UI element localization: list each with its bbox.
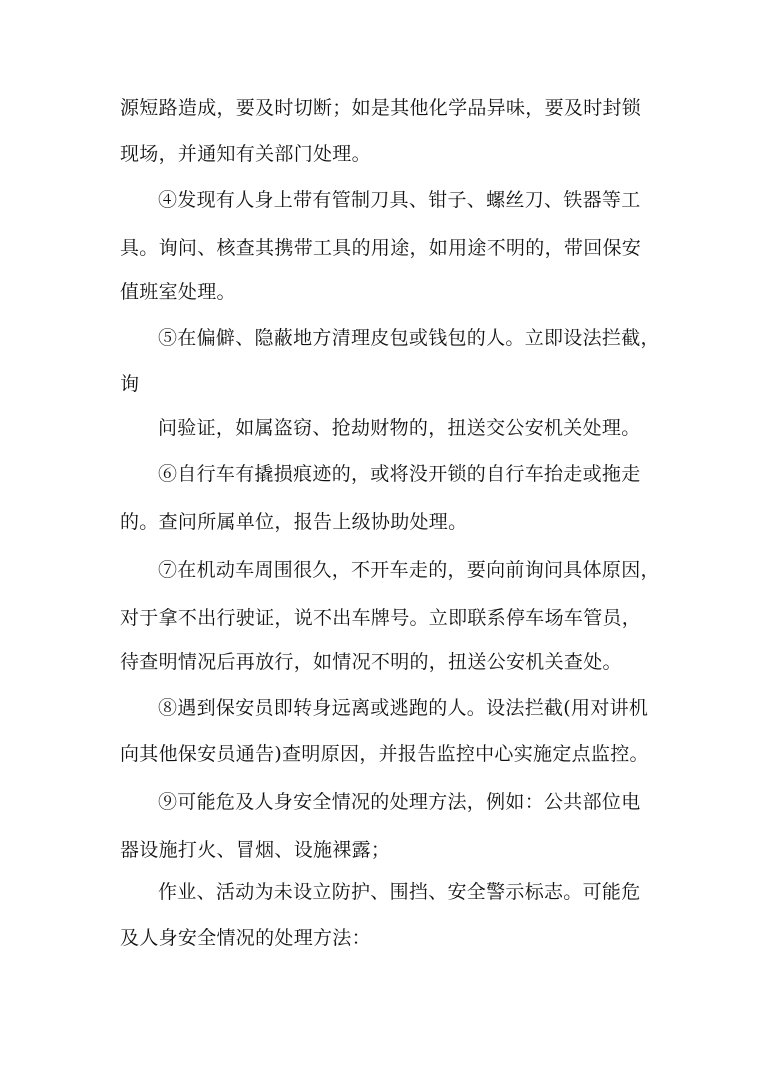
text-line: 值班室处理。 [120,281,236,303]
text-line: 对于拿不出行驶证，说不出车牌号。立即联系停车场车管员， [120,607,642,629]
text-line: 源短路造成，要及时切断；如是其他化学品异味，要及时封锁 [120,97,642,119]
text-line: 询 [120,373,140,395]
text-line: ⑨可能危及人身安全情况的处理方法，例如：公共部位电 [158,791,641,813]
text-line: ⑧遇到保安员即转身远离或逃跑的人。设法拦截(用对讲机 [158,697,649,719]
text-line: ⑦在机动车周围很久，不开车走的，要向前询问具体原因， [158,559,660,581]
text-line: 的。查问所属单位，报告上级协助处理。 [120,511,468,533]
text-line: 具。询问、核查其携带工具的用途，如用途不明的，带回保安 [120,237,642,259]
text-line: 向其他保安员通告)查明原因，并报告监控中心实施定点监控。 [120,743,649,765]
text-line: 作业、活动为未设立防护、围挡、安全警示标志。可能危 [158,881,641,903]
text-line: 问验证，如属盗窃、抢劫财物的，扭送交公安机关处理。 [158,417,641,439]
text-line: 器设施打火、冒烟、设施裸露； [120,839,391,861]
text-line: 待查明情况后再放行，如情况不明的，扭送公安机关查处。 [120,651,622,673]
text-line: 及人身安全情况的处理方法： [120,927,371,949]
text-line: ⑥自行车有撬损痕迹的，或将没开锁的自行车抬走或拖走 [158,463,641,485]
text-line: 现场，并通知有关部门处理。 [120,143,371,165]
text-line: ⑤在偏僻、隐蔽地方清理皮包或钱包的人。立即设法拦截， [158,327,660,349]
text-line: ④发现有人身上带有管制刀具、钳子、螺丝刀、铁器等工 [158,189,641,211]
